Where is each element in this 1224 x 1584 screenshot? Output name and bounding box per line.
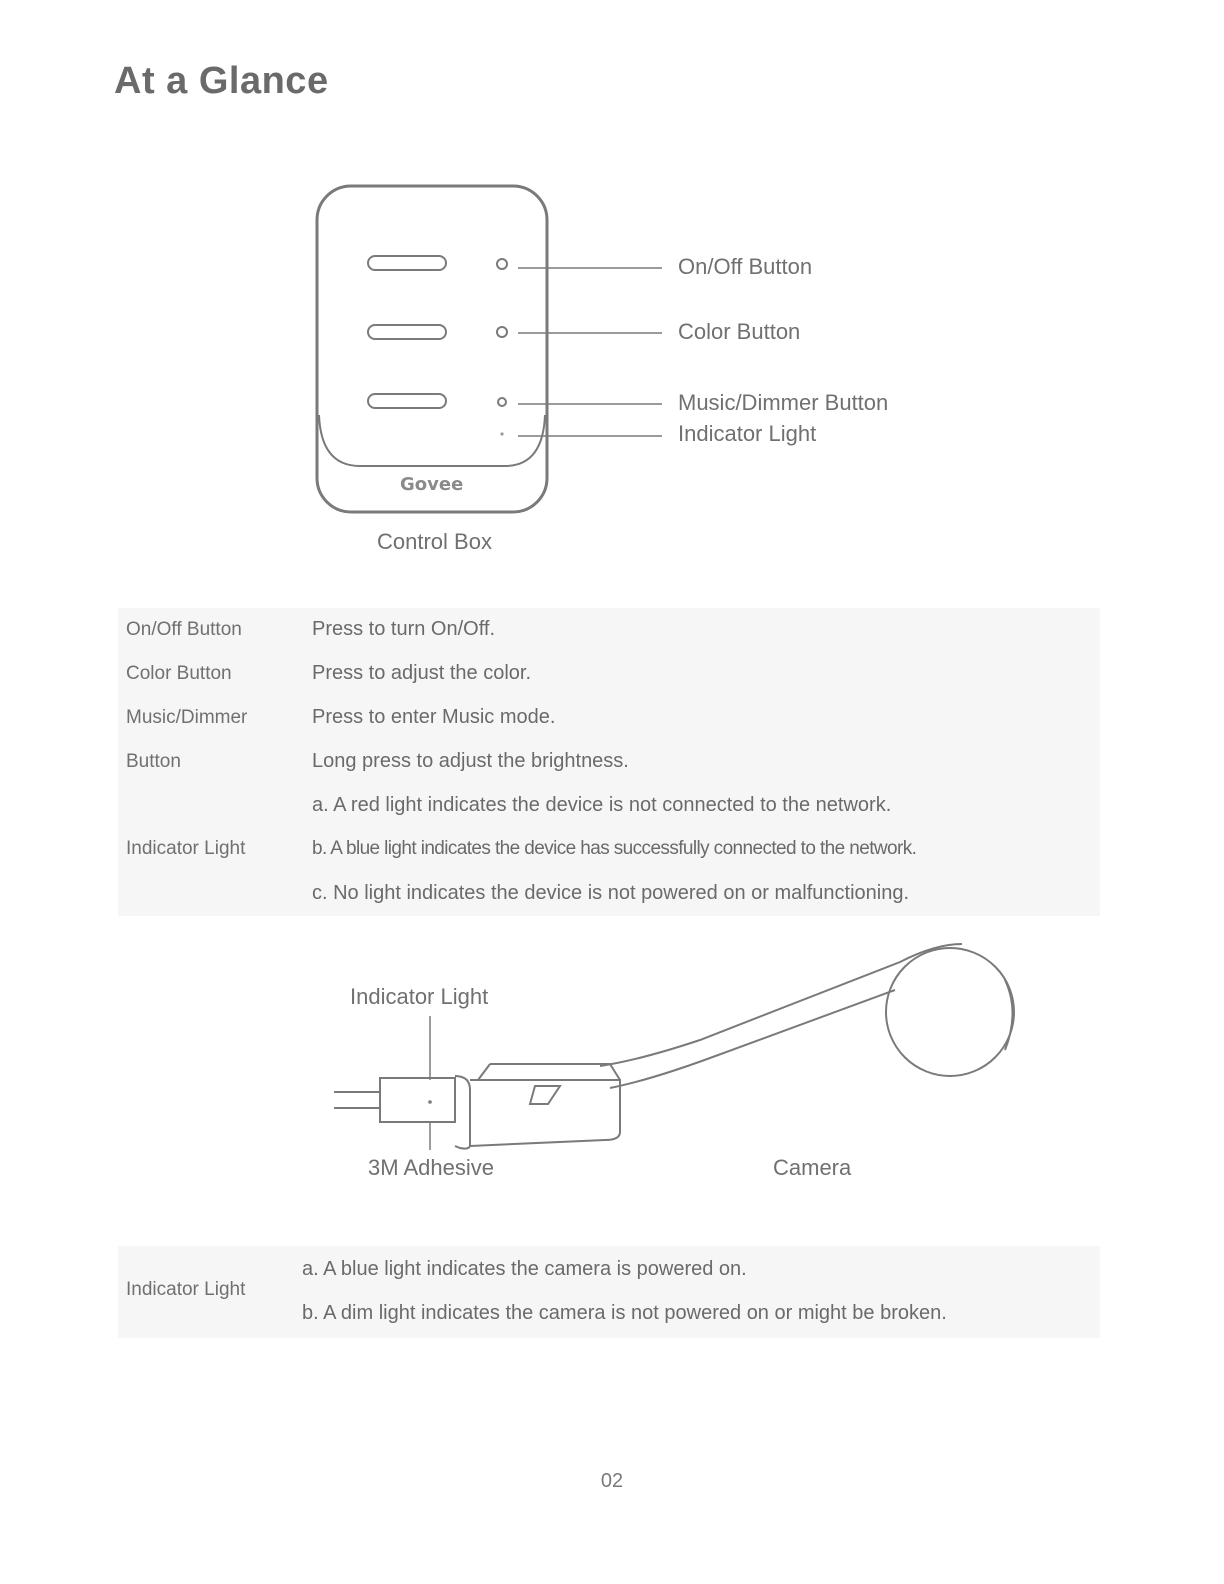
spec-label-music: Music/Dimmer	[126, 707, 248, 728]
govee-logo: Govee	[400, 474, 464, 495]
callout-3m-adhesive: 3M Adhesive	[368, 1155, 494, 1180]
camera-spec-label-indicator: Indicator Light	[126, 1279, 246, 1300]
callout-indicator-light: Indicator Light	[678, 421, 817, 446]
spec-desc-indicator-b: b. A blue light indicates the device has successfully connected to the network.	[312, 838, 917, 859]
callout-camera: Camera	[773, 1155, 852, 1180]
spec-desc-color: Press to adjust the color.	[312, 662, 532, 684]
spec-desc-indicator-a: a. A red light indicates the device is not connected to the network.	[312, 794, 892, 816]
callout-music-dimmer-button: Music/Dimmer Button	[678, 390, 889, 415]
spec-desc-indicator-c: c. No light indicates the device is not powered on or malfunctioning.	[312, 882, 910, 904]
page-title: At a Glance	[114, 60, 329, 102]
spec-desc-brightness: Long press to adjust the brightness.	[312, 750, 629, 772]
page-number: 02	[600, 1470, 624, 1492]
callout-camera-indicator-light: Indicator Light	[350, 984, 489, 1009]
control-box-illustration	[317, 186, 662, 512]
spec-label-onoff: On/Off Button	[126, 619, 242, 640]
spec-label-color: Color Button	[126, 663, 232, 684]
callout-onoff-button: On/Off Button	[678, 254, 813, 279]
camera-illustration	[334, 944, 1014, 1150]
camera-spec-desc-b: b. A dim light indicates the camera is not powered on or might be broken.	[302, 1302, 947, 1324]
camera-spec-desc-a: a. A blue light indicates the camera is powered on.	[302, 1258, 747, 1280]
spec-label-button: Button	[126, 751, 181, 772]
control-box-caption: Control Box	[377, 529, 492, 554]
spec-label-indicator: Indicator Light	[126, 838, 246, 859]
spec-desc-music: Press to enter Music mode.	[312, 706, 556, 728]
spec-desc-onoff: Press to turn On/Off.	[312, 618, 496, 640]
callout-color-button: Color Button	[678, 319, 801, 344]
